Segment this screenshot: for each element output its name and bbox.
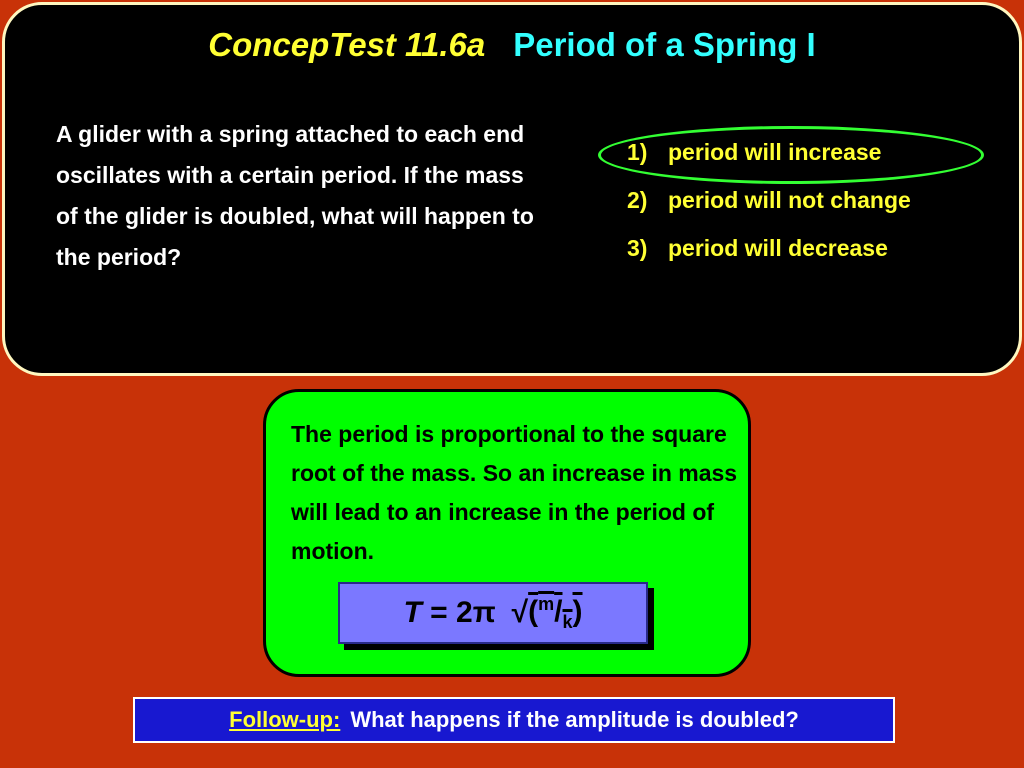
choice-number: 2) (627, 187, 648, 213)
choice-number: 3) (627, 235, 648, 261)
choice-text: period will increase (668, 139, 882, 165)
formula-radicand (528, 594, 582, 633)
formula-numerator: m (538, 593, 555, 614)
followup-question: What happens if the amplitude is doubled? (350, 707, 799, 732)
slide-title (0, 26, 1024, 64)
title-label: ConcepTest 11.6a (208, 26, 486, 63)
formula-slash: / (554, 594, 563, 628)
formula-equals: = (430, 596, 448, 629)
choice-number: 1) (627, 139, 648, 165)
formula-open-paren: ( (528, 594, 539, 628)
choice-item[interactable] (627, 136, 911, 184)
sqrt-symbol: √ (511, 596, 529, 629)
choice-text: period will decrease (668, 235, 888, 261)
formula-close-paren: ) (572, 594, 583, 628)
period-formula (338, 582, 648, 644)
question-text: A glider with a spring attached to each end oscillates with a certain period. If the mass of the glider is doubled, what will happen to the period? (56, 121, 534, 270)
followup-label: Follow-up: (229, 707, 341, 732)
followup-banner (133, 697, 895, 743)
formula-coefficient: 2π (456, 596, 496, 629)
formula-period-symbol: T (403, 596, 422, 629)
title-topic: Period of a Spring I (513, 26, 816, 63)
formula-denominator: k (562, 611, 573, 632)
choice-item[interactable] (627, 184, 911, 232)
answer-choices (627, 136, 911, 280)
choice-item[interactable] (627, 232, 911, 280)
explanation-text: The period is proportional to the square root of the mass. So an increase in mass will lead to an increase in the period of motion. (291, 421, 738, 564)
choice-text: period will not change (668, 187, 911, 213)
